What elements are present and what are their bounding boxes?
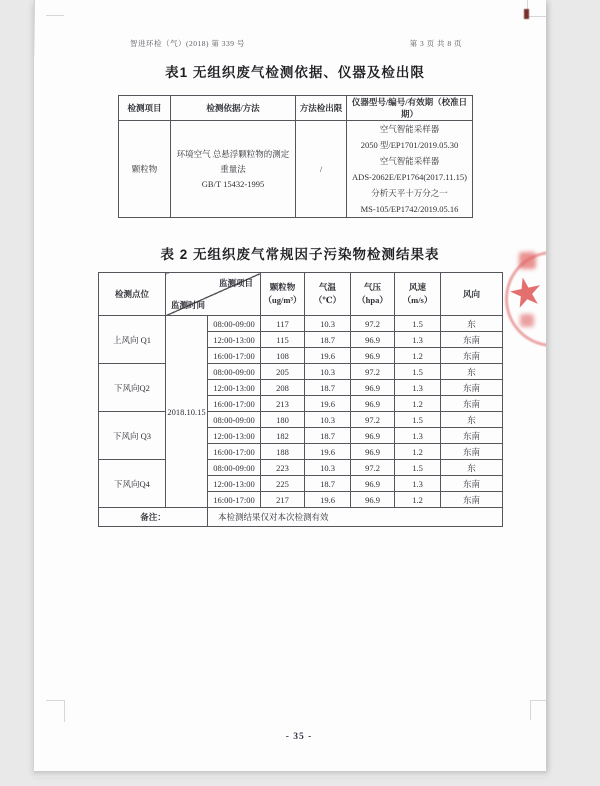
footer-page-number: - 35 - bbox=[285, 732, 313, 742]
page-number-indicator: 第 3 页 共 8 页 bbox=[409, 39, 462, 48]
remark-row bbox=[99, 508, 503, 527]
cell-time: 12:00-13:00 bbox=[208, 428, 261, 444]
paper-sheet bbox=[34, 0, 546, 771]
cell-dir: 东南 bbox=[441, 444, 503, 460]
table-row bbox=[99, 412, 503, 428]
cell-speed: 1.2 bbox=[395, 396, 441, 412]
cell-point-q2: 下风向Q2 bbox=[99, 364, 166, 412]
cell-speed: 1.2 bbox=[395, 492, 441, 508]
cell-temp: 19.6 bbox=[305, 492, 351, 508]
cell-time: 16:00-17:00 bbox=[208, 492, 261, 508]
table2-title: 表 2 无组织废气常规因子污染物检测结果表 bbox=[160, 247, 440, 262]
cell-speed: 1.5 bbox=[395, 316, 441, 332]
cell-item: 颗粒物 bbox=[119, 121, 171, 218]
cell-speed: 1.5 bbox=[395, 460, 441, 476]
header-unit: （ug/m³） bbox=[263, 295, 302, 305]
table1-detection-basis bbox=[118, 95, 473, 218]
cell-pm: 223 bbox=[261, 460, 305, 476]
cell-pressure: 96.9 bbox=[351, 332, 395, 348]
page-edge-line-bottom-left-vertical bbox=[64, 700, 65, 722]
table1-header-method: 检测依据/方法 bbox=[171, 96, 296, 121]
stamp-character-smudge bbox=[519, 252, 536, 269]
cell-temp: 10.3 bbox=[305, 412, 351, 428]
cell-pm: 108 bbox=[261, 348, 305, 364]
cell-speed: 1.3 bbox=[395, 380, 441, 396]
cell-time: 12:00-13:00 bbox=[208, 380, 261, 396]
table2-header-wind-speed bbox=[395, 273, 441, 316]
cell-pressure: 97.2 bbox=[351, 460, 395, 476]
table2-header-pressure bbox=[351, 273, 395, 316]
cell-pressure: 96.9 bbox=[351, 348, 395, 364]
cell-pressure: 96.9 bbox=[351, 444, 395, 460]
cell-time: 16:00-17:00 bbox=[208, 396, 261, 412]
cell-speed: 1.5 bbox=[395, 412, 441, 428]
cell-point-q1: 上风向 Q1 bbox=[99, 316, 166, 364]
cell-method bbox=[171, 121, 296, 218]
cell-pm: 205 bbox=[261, 364, 305, 380]
cell-pressure: 96.9 bbox=[351, 492, 395, 508]
cell-dir: 东 bbox=[441, 460, 503, 476]
cell-dir: 东南 bbox=[441, 332, 503, 348]
cell-point-q4: 下风向Q4 bbox=[99, 460, 166, 508]
table-row bbox=[99, 316, 503, 332]
cell-dir: 东南 bbox=[441, 348, 503, 364]
table2-header-row bbox=[99, 273, 503, 316]
cell-pressure: 97.2 bbox=[351, 412, 395, 428]
cell-temp: 19.6 bbox=[305, 444, 351, 460]
header-label: 气压 bbox=[363, 282, 381, 292]
method-line: 环境空气 总悬浮颗粒物的测定 bbox=[176, 148, 290, 159]
cell-pressure: 96.9 bbox=[351, 476, 395, 492]
cell-pressure: 97.2 bbox=[351, 316, 395, 332]
cell-detection-limit: / bbox=[296, 121, 347, 218]
instrument-line: MS-105/EP1742/2019.05.16 bbox=[360, 204, 459, 214]
cell-pressure: 96.9 bbox=[351, 428, 395, 444]
cell-time: 12:00-13:00 bbox=[208, 476, 261, 492]
table2-header-temperature bbox=[305, 273, 351, 316]
instrument-line: ADS-2062E/EP1764(2017.11.15) bbox=[352, 172, 467, 182]
cell-pm: 188 bbox=[261, 444, 305, 460]
cell-temp: 10.3 bbox=[305, 364, 351, 380]
table1-header-limit: 方法检出限 bbox=[296, 96, 347, 121]
table-row bbox=[99, 364, 503, 380]
instrument-line: 2050 型/EP1701/2019.05.30 bbox=[360, 140, 459, 150]
cell-temp: 18.7 bbox=[305, 476, 351, 492]
remark-text: 本检测结果仅对本次检测有效 bbox=[208, 508, 503, 527]
instrument-line: 空气智能采样器 bbox=[379, 156, 440, 166]
cell-pm: 213 bbox=[261, 396, 305, 412]
table1-title: 表1 无组织废气检测依据、仪器及检出限 bbox=[165, 65, 425, 80]
header-unit: （℃） bbox=[313, 295, 342, 305]
method-line: GB/T 15432-1995 bbox=[201, 178, 265, 189]
cell-point-q3: 下风向 Q3 bbox=[99, 412, 166, 460]
cell-time: 08:00-09:00 bbox=[208, 316, 261, 332]
cell-pm: 217 bbox=[261, 492, 305, 508]
table2-header-particulate bbox=[261, 273, 305, 316]
cell-temp: 18.7 bbox=[305, 380, 351, 396]
table1-header-instrument: 仪器型号/编号/有效期（校准日期） bbox=[347, 96, 473, 121]
table2-header-wind-direction: 风向 bbox=[441, 273, 503, 316]
header-unit: （hpa） bbox=[357, 295, 388, 305]
cell-pm: 208 bbox=[261, 380, 305, 396]
cell-monitor-date: 2018.10.15 bbox=[166, 316, 208, 508]
cell-temp: 19.6 bbox=[305, 396, 351, 412]
cell-temp: 19.6 bbox=[305, 348, 351, 364]
page-edge-line-top-left-horizontal bbox=[46, 15, 64, 16]
table2-header-point: 检测点位 bbox=[99, 273, 166, 316]
table-row bbox=[99, 460, 503, 476]
cell-dir: 东南 bbox=[441, 476, 503, 492]
cell-dir: 东 bbox=[441, 316, 503, 332]
cell-time: 08:00-09:00 bbox=[208, 412, 261, 428]
cell-speed: 1.3 bbox=[395, 476, 441, 492]
cell-instrument bbox=[347, 121, 473, 218]
cell-time: 08:00-09:00 bbox=[208, 460, 261, 476]
diagonal-label-item: 监测项目 bbox=[218, 278, 253, 288]
cell-time: 16:00-17:00 bbox=[208, 444, 261, 460]
cell-speed: 1.2 bbox=[395, 348, 441, 364]
page-edge-line-top-right-horizontal bbox=[527, 16, 546, 17]
cell-dir: 东南 bbox=[441, 396, 503, 412]
page-edge-line-bottom-right-horizontal bbox=[530, 700, 546, 701]
diagonal-label-time: 监测时间 bbox=[171, 300, 206, 310]
table1-header-item: 检测项目 bbox=[119, 96, 171, 121]
cell-pressure: 97.2 bbox=[351, 364, 395, 380]
cell-temp: 10.3 bbox=[305, 460, 351, 476]
cell-dir: 东 bbox=[441, 412, 503, 428]
cell-dir: 东 bbox=[441, 364, 503, 380]
cell-speed: 1.3 bbox=[395, 428, 441, 444]
page-edge-line-bottom-left-horizontal bbox=[46, 700, 65, 701]
stamp-character-smudge bbox=[520, 314, 534, 327]
cell-pm: 182 bbox=[261, 428, 305, 444]
table2-header-diagonal-cell bbox=[166, 273, 261, 316]
cell-speed: 1.2 bbox=[395, 444, 441, 460]
cell-temp: 18.7 bbox=[305, 332, 351, 348]
table1-header-row bbox=[119, 96, 473, 121]
cell-dir: 东南 bbox=[441, 380, 503, 396]
cell-speed: 1.5 bbox=[395, 364, 441, 380]
method-line: 重量法 bbox=[220, 163, 246, 174]
cell-pressure: 96.9 bbox=[351, 380, 395, 396]
cell-pm: 117 bbox=[261, 316, 305, 332]
cell-pm: 115 bbox=[261, 332, 305, 348]
report-number: 智进环检（气）(2018) 第 339 号 bbox=[130, 39, 245, 48]
cell-dir: 东南 bbox=[441, 428, 503, 444]
header-label: 风速 bbox=[408, 282, 426, 292]
cell-speed: 1.3 bbox=[395, 332, 441, 348]
cell-pm: 180 bbox=[261, 412, 305, 428]
table1-data-row bbox=[119, 121, 473, 218]
cell-pm: 225 bbox=[261, 476, 305, 492]
header-label: 颗粒物 bbox=[269, 282, 296, 292]
binding-mark bbox=[524, 9, 529, 19]
paper-bottom-shadow bbox=[34, 771, 546, 777]
page-edge-line-top-left-vertical bbox=[34, 0, 35, 56]
instrument-line: 分析天平十万分之一 bbox=[371, 188, 448, 198]
header-unit: （m/s） bbox=[402, 295, 433, 305]
cell-time: 16:00-17:00 bbox=[208, 348, 261, 364]
cell-time: 12:00-13:00 bbox=[208, 332, 261, 348]
cell-pressure: 96.9 bbox=[351, 396, 395, 412]
cell-time: 08:00-09:00 bbox=[208, 364, 261, 380]
cell-dir: 东南 bbox=[441, 492, 503, 508]
remark-label: 备注： bbox=[99, 508, 208, 527]
table2-results bbox=[98, 272, 503, 527]
header-label: 气温 bbox=[318, 282, 336, 292]
instrument-line: 空气智能采样器 bbox=[379, 124, 440, 134]
cell-temp: 18.7 bbox=[305, 428, 351, 444]
page-edge-line-bottom-right-vertical bbox=[530, 700, 531, 720]
cell-temp: 10.3 bbox=[305, 316, 351, 332]
